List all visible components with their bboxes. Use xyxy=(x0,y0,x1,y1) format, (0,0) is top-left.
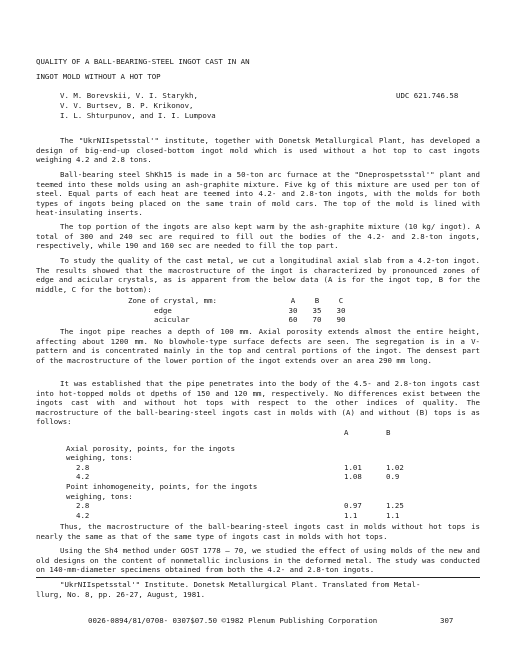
paragraph-2 xyxy=(36,170,480,218)
paragraph-6-text: It was established that the pipe penetrates into the body of the 4.5- and 2.8-ton ingots cast into hot-topped molds ot dpeths of 150 and 120 mm, respectively. No differences exist between the ingots cast with and without hot tops with respect to the other indices of quality. The macrostructure of the ball-bearing-steel ingots cast in molds with (A) and without (B) tops is as follows: xyxy=(36,379,480,427)
table-row xyxy=(66,444,428,454)
table-header-cell: B xyxy=(314,296,320,305)
table-cell: weighing, tons: xyxy=(66,453,133,463)
title-line-2: INGOT MOLD WITHOUT A HOT TOP xyxy=(36,72,161,81)
paragraph-7 xyxy=(36,522,480,541)
table-cell: 2.8 xyxy=(76,501,90,511)
table-header-cell: Zone of crystal, mm: xyxy=(128,296,217,305)
table-cell: 1.1 xyxy=(386,510,400,520)
paragraph-5-text: The ingot pipe reaches a depth of 100 mm. Axial porosity extends almost the entire height, affecting about 1200 mm. No blowhole-type surface defects are seen. The segregation is in a V-pattern and is concentrated mainly in the top and central portions of the ingot. The densest part of the macrostructure of the lower portion of the ingot extends over an area 290 mm long. xyxy=(36,327,480,365)
table-cell xyxy=(344,453,386,463)
table-row xyxy=(66,453,428,463)
table-cell xyxy=(386,482,428,492)
table-cell: 1.01 xyxy=(344,462,362,472)
table-cell: 70 xyxy=(312,315,322,325)
table-cell: 90 xyxy=(336,315,346,325)
paragraph-4 xyxy=(36,256,480,294)
table-header-cell: A xyxy=(344,428,349,437)
table-cell: 0.97 xyxy=(344,501,362,511)
table-row xyxy=(66,482,428,492)
table-cell xyxy=(344,482,386,492)
paragraph-5 xyxy=(36,327,480,365)
table-cell: edge xyxy=(154,305,172,315)
table-cell: 1.25 xyxy=(386,501,404,511)
table-cell: 1.08 xyxy=(344,472,362,482)
table-header-row xyxy=(128,296,356,306)
table-row xyxy=(128,315,356,325)
table-cell: 60 xyxy=(288,315,298,325)
paragraph-1 xyxy=(36,136,480,165)
paragraph-3 xyxy=(36,222,480,251)
author-line-1: V. M. Borevskii, V. I. Starykh, xyxy=(60,91,198,100)
table-cell: 1.1 xyxy=(344,510,358,520)
table-cell: weighing, tons: xyxy=(66,491,133,501)
table-row xyxy=(66,492,428,502)
footnote-line-1: "UkrNIIspetsstal'" Institute. Donetsk Metallurgical Plant. Translated from Metal- xyxy=(60,580,421,589)
paragraph-8-text: Using the Sh4 method under GOST 1778 — 70, we studied the effect of using molds of the new and old designs on the content of nonmetallic inclusions in the deformed metal. The study was conducted on 140-mm-diameter specimens obtained from both the 4.2- and 2.8-ton ingots. xyxy=(36,546,480,575)
paragraph-6 xyxy=(36,379,480,427)
table-cell xyxy=(344,444,386,454)
table-cell: 2.8 xyxy=(76,462,90,472)
paragraph-8 xyxy=(36,546,480,575)
table-cell: 1.02 xyxy=(386,462,404,472)
table-row xyxy=(128,306,356,316)
paragraph-4-text: To study the quality of the cast metal, we cut a longitudinal axial slab from a 4.2-ton ingot. The results showed that the macrostructure of the ingot is characterized by pronounced zones of edge and acicular crystals, as is apparent from the below data (A is for the ingot top, B for the middle, C for the bottom): xyxy=(36,256,480,294)
page-number: 307 xyxy=(440,616,454,625)
paragraph-3-text: The top portion of the ingots are also kept warm by the ash-graphite mixture (10 kg/ ingot). A total of 300 and 240 sec are required to fill out the bodies of the 4.2- and 2.8-ton ingots, respectively, while 190 and 160 sec are needed to fill the top part. xyxy=(36,222,480,251)
table-cell: 4.2 xyxy=(76,510,90,520)
table-header-cell: C xyxy=(338,296,344,305)
footer-code: 0026-0894/81/0708- 0307$07.50 ©1982 Plenum Publishing Corporation xyxy=(88,616,378,625)
table-header-cell xyxy=(66,428,344,438)
table-cell: Point inhomogeneity, points, for the ingots xyxy=(66,481,258,491)
footnote-rule xyxy=(36,577,480,578)
footnote-line-2: llurg, No. 8, pp. 26-27, August, 1981. xyxy=(36,590,206,599)
table-cell xyxy=(344,492,386,502)
table-header-row xyxy=(66,428,428,438)
table-cell xyxy=(386,453,428,463)
table-header-cell: B xyxy=(386,428,391,437)
macrostructure-table xyxy=(66,428,428,520)
udc-code: UDC 621.746.58 xyxy=(396,91,459,100)
author-line-3: I. L. Shturpunov, and I. I. Lumpova xyxy=(60,111,216,120)
paragraph-1-text: The "UkrNIIspetsstal'" institute, together with Donetsk Metallurgical Plant, has developed a design of big-end-up closed-bottom ingot mold which is used without a hot top to cast ingots weighing 4.2 and 2.8 tons. xyxy=(36,136,480,165)
crystal-zone-table xyxy=(128,296,356,325)
author-line-2: V. V. Burtsev, B. P. Krikonov, xyxy=(60,101,194,110)
table-row xyxy=(66,472,428,482)
table-cell: 35 xyxy=(312,305,322,315)
table-cell xyxy=(386,492,428,502)
table-row xyxy=(66,511,428,521)
paragraph-7-text: Thus, the macrostructure of the ball-bearing-steel ingots cast in molds without hot tops is nearly the same as that of the same type of ingots cast in molds with hot tops. xyxy=(36,522,480,541)
table-header-cell: A xyxy=(290,296,296,305)
table-cell: 0.9 xyxy=(386,472,400,482)
table-cell: 30 xyxy=(288,305,298,315)
table-cell: 4.2 xyxy=(76,472,90,482)
table-cell: 30 xyxy=(336,305,346,315)
paragraph-2-text: Ball-bearing steel ShKh15 is made in a 50-ton arc furnace at the "Dneprospetsstal'" plant and teemed into these molds using an ash-graphite mixture. Five kg of this mixture are used per ton of steel. Equal parts of each heat are teemed into 4.2- and 2.8-ton ingots, with the molds for both types of ingots being placed on the same train of mold cars. The top of the mold is lined with heat-insulating inserts. xyxy=(36,170,480,218)
table-row xyxy=(66,463,428,473)
table-cell: acicular xyxy=(154,315,190,325)
table-cell xyxy=(386,444,428,454)
table-cell: Axial porosity, points, for the ingots xyxy=(66,443,236,453)
table-row xyxy=(66,501,428,511)
title-line-1: QUALITY OF A BALL-BEARING-STEEL INGOT CAST IN AN xyxy=(36,57,250,66)
